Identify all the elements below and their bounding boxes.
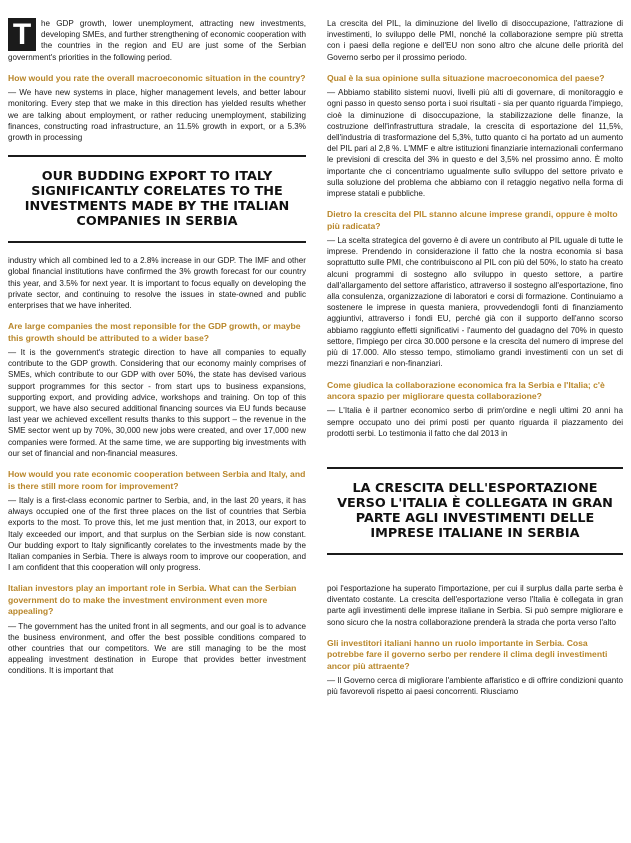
answer-paragraph: — Italy is a first-class economic partner to Serbia, and, in the last 20 years, it has always occupied one of the first three places on the list of countries that Serbia exports to the most. To prove this, let me just mention that, in 2013, our export to Italy exceeded our import, and that surplus on the Serbian side is now constant. Our budding export to Italy significantly corelates to the investments made by the Italian companies in Serbia. There is always room to improve our cooperation, and I am confident that this cooperation will only progress.: [8, 495, 306, 573]
english-column: [8, 18, 306, 683]
intro-paragraph: La crescita del PIL, la diminuzione del livello di disoccupazione, l'attrazione di investimenti, lo sviluppo delle PMI, nonché la collaborazione sempre più stretta con i paesi della regione e dell'EU non sono altro che alcune delle priorità del Governo serbo per il prossimo periodo.: [327, 19, 623, 62]
answer-paragraph: poi l'esportazione ha superato l'importazione, per cui il surplus dalla parte serba è diventato costante. La crescita dell'esportazione verso l'Italia è collegata in gran parte agli investimenti delle imprese italiane in Serbia. Si può sempre migliorare e sono sicuro che la nostra collaborazione prenderà la strada che porta verso l'alto: [327, 583, 623, 627]
answer-paragraph: — It is the government's strategic direction to have all companies to equally contribute to the GDP growth. Considering that our economy mainly comprises of SMEs, which contribute to our GDP with over 50%, the state has devised various support programmes for this sector - from start ups to business expansions, supporting export, and providing advice, workshops and training. On top of this support, we have also secured additional financing sources via EU funds because last year we achieved excellent results thanks to this support – the revenue in the SME sector went up by 70%, 30,000 new jobs were created, and over 17,000 new companies were formed. At the same time, we are supporting big investments with our set of financial and non-financial measures.: [8, 348, 306, 458]
answer-paragraph: — Il Governo cerca di migliorare l'ambiente affaristico e di offrire condizioni quanto più favorevoli rispetto ai paesi concorrenti. Riusciamo: [327, 675, 623, 697]
pull-quote: LA CRESCITA DELL'ESPORTAZIONE VERSO L'ITALIA È COLLEGATA IN GRAN PARTE AGLI INVESTIMENTI DELLE IMPRESE ITALIANE IN SERBIA: [327, 467, 623, 555]
answer-paragraph: — La scelta strategica del governo è di avere un contributo al PIL uguale di tutte le imprese. Prendendo in considerazione il fatto che la nostra economia si basa soprattutto sulle PMI, che contribuiscono al PIL con più del 50%, lo stato ha creato alcuni programmi di sostegno allo sviluppo in questo settore, a partire dall'allargamento del settore affaristico, attraverso il sostegno all'esportazione, fino alla consulenza, organizzazione di laboratori e corsi di formazione. Continuiamo a sostenere le imprese in questa maniera, provvedendogli fonti di finanziamento aggiuntivi, attraverso i fondi EU, perché già con il supporto dell'anno scorso abbiamo raggiunto effetti significativi - l'aumento del guadagno del 70% in questo settore, l'impiego per circa 30.000 persone e la crescita del numero di imprese del più di 17.000. Allo stesso tempo, stimoliamo grandi investimenti con un set di mezzi finanziari e non-finanziari.: [327, 236, 623, 369]
question-heading: Come giudica la collaborazione economica fra la Serbia e l'Italia; c'è ancora spazio per migliorare questa collaborazione?: [327, 379, 605, 401]
question-heading: Dietro la crescita del PIL stanno alcune imprese grandi, oppure è molto più radicata?: [327, 209, 618, 231]
question-heading: Gli investitori italiani hanno un ruolo importante in Serbia. Cosa potrebbe fare il governo serbo per rendere il clima degli investimenti ancor più attraente?: [327, 637, 608, 671]
question-heading: Italian investors play an important role in Serbia. What can the Serbian government do to make the investment environment even more appealing?: [8, 583, 297, 617]
question-heading: Qual è la sua opinione sulla situazione macroeconomica del paese?: [327, 72, 605, 83]
answer-paragraph: — The government has the united front in all segments, and our goal is to advance the business environment, and offer the best possible conditions compared to other countries that our competitors. We are still managing to be the most appealing investment destination in Europe that provides better investment conditions. It is important that: [8, 621, 306, 676]
pull-quote: OUR BUDDING EXPORT TO ITALY SIGNIFICANTLY CORELATES TO THE INVESTMENTS MADE BY THE ITALIAN COMPANIES IN SERBIA: [8, 155, 306, 243]
italian-column: [327, 18, 623, 703]
answer-paragraph: — We have new systems in place, higher management levels, and better labour monitoring. Every step that we make in this direction has yielded results whether we are talking about employment, or rather reducing unemployment, stabilizing finances, constructing road infrastructure, an 11.5% growth in export, or a 5.3% growth in processing: [8, 88, 306, 143]
question-heading: Are large companies the most reponsible for the GDP growth, or maybe this growth should be attributed to a wider base?: [8, 321, 301, 343]
intro-paragraph: T he GDP growth, lower unemployment, attracting new investments, developing SMEs, and further strengthening of economic cooperation with the countries in the region and EU are just some of the Serbian government's priorities in the following period.: [8, 18, 307, 62]
answer-paragraph: industry which all combined led to a 2.8% increase in our GDP. The IMF and other global financial institutions have confirmed the 3% growth forecast for our country this year, and 3.5% for next year. It is important to focus equally on developing the private sector, and continuing to resolve the issues in state-owned and public enterprises that we have inherited.: [8, 256, 306, 311]
drop-cap: T: [8, 18, 36, 51]
question-heading: How would you rate the overall macroeconomic situation in the country?: [8, 72, 306, 83]
answer-paragraph: — L'Italia è il partner economico serbo di prim'ordine e negli ultimi 20 anni ha sempre occupato uno dei primi posti per quanto riguarda il piazzamento dei prodotti serbi. Lo testimonia il fatto che dal 2013 in: [327, 406, 623, 438]
question-heading: How would you rate economic cooperation between Serbia and Italy, and is there still more room for improvement?: [8, 469, 306, 491]
answer-paragraph: — Abbiamo stabilito sistemi nuovi, livelli più alti di governare, di monitoraggio e ogni passo in questo senso porta i suoi risultati - sia per quanto riguarda l'impiego, cioè la diminuzione di disoccupazione, la stabilizzazione delle finanze, la costruzione dell'infrastruttura stradale, la crescita di esportazione del 11,5%, dell'industria di trasformazione del 5,3%, tutto quanto ci ha portato ad un aumento del PIL pari al 2,8 %. L'MMF e altre istituzioni finanziarie internazionali confermano le previsioni di crescita del 3% in questo e del 3,5% nel prossimo anno. È molto importante che ci concentriamo ugualmente sullo sviluppo del settore privato e sulla soluzione del problema che abbiamo con il retaggio negativo nella forma di imprese statali e pubbliche.: [327, 88, 623, 199]
